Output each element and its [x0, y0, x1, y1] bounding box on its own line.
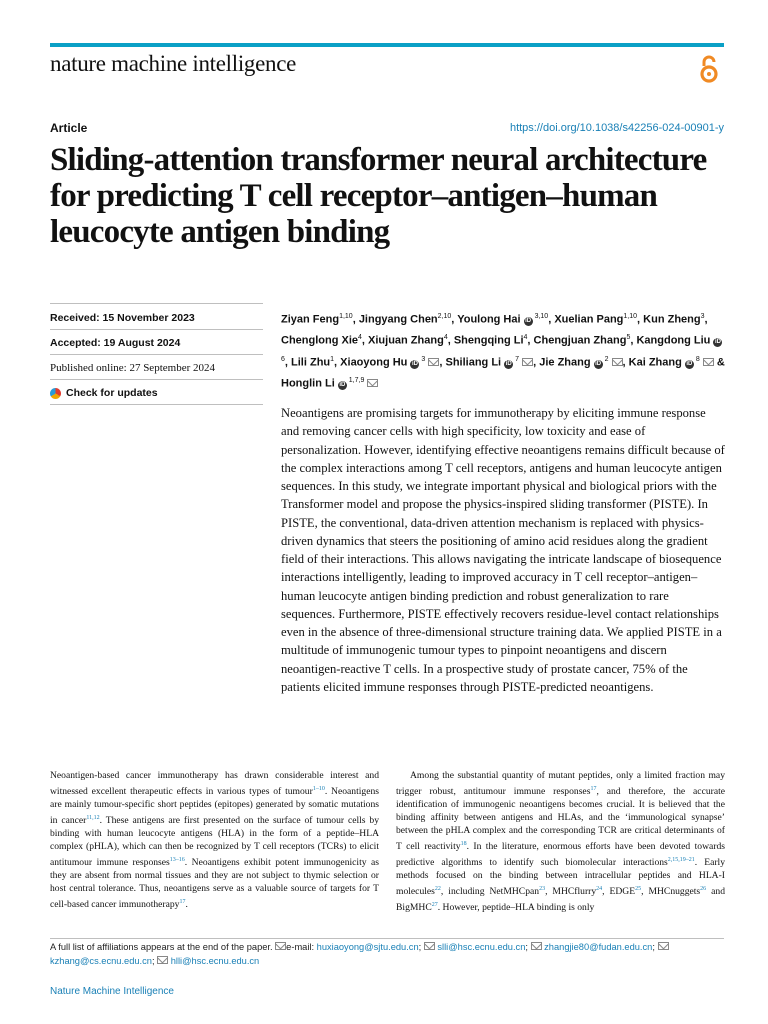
body-text: , including NetMHCpan — [440, 886, 540, 897]
check-updates-icon — [50, 388, 61, 399]
author-name: Ziyan Feng — [281, 313, 340, 326]
body-text: , MHCflurry — [545, 886, 597, 897]
body-text: . Neoantigens exhibit potent immunogenicity as they are absent from normal tissues and they are not subject to thymic selection or host central tolerance. Thus, neoantigens serve as a valuable source of targets for T cell-based cancer immunotherapy — [50, 857, 379, 910]
body-text: , MHCnuggets — [641, 886, 701, 897]
email-link[interactable]: kzhang@cs.ecnu.edu.cn — [50, 956, 152, 966]
citation-ref[interactable]: 22 — [434, 885, 441, 892]
author-name: Jie Zhang — [539, 356, 591, 369]
affiliation-sup: 5 — [626, 334, 631, 342]
check-updates-label: Check for updates — [66, 387, 158, 399]
affiliation-sup: 3 — [700, 313, 705, 320]
body-text: . — [185, 898, 188, 910]
affiliation-sup: 4 — [358, 334, 362, 342]
envelope-icon — [157, 956, 168, 964]
author-name: Jingyang Chen — [358, 313, 438, 326]
article-title: Sliding-attention transformer neural architecture for predicting T cell receptor–antigen–human leucocyte antigen binding — [50, 142, 707, 250]
citation-ref[interactable]: 23 — [539, 885, 546, 892]
orcid-icon[interactable]: iD — [595, 360, 602, 367]
affiliation-sup: 1,7,9 — [346, 377, 365, 385]
check-updates-button[interactable] — [50, 387, 158, 399]
author-name: Kai Zhang — [628, 356, 682, 369]
affiliation-sup: 1 — [330, 356, 335, 364]
citation-ref[interactable]: 24 — [596, 885, 603, 892]
author-name: Shengqing Li — [453, 334, 524, 347]
affiliation-sup: 4 — [523, 334, 528, 342]
author-name: Kangdong Liu — [636, 334, 711, 347]
envelope-icon[interactable] — [612, 358, 623, 366]
envelope-icon — [658, 942, 669, 950]
body-text: . However, peptide–HLA binding is only — [437, 902, 595, 914]
abstract: Neoantigens are promising targets for immunotherapy by eliciting immune response and removing cancer cells with high specificity, low toxicity and ease of personalization. However, identifying effective neoantigens remains difficult because of the complex interactions among T cell receptors, antigens and human leucocyte antigen sequences. In this study, we integrate important physical and biological priors with the Transformer model and propose the physics-inspired sliding transformer (PISTE). In PISTE, the conventional, data-driven attention mechanism is replaced with physics-driven dynamics that steers the positioning of amino acid residues along the gradient field of their interactions. This allows navigating the intricate landscape of biosequence interactions intelligently, leading to improved accuracy in T cell receptor–antigen–human leucocyte antigen binding prediction and robust generalization to rare sequences. Furthermore, PISTE effectively recovers residue-level contact relationships even in the absence of three-dimensional structure training data. We applied PISTE in a multitude of immunogenic tumour types to pinpoint neoantigens and discern neoantigen-reactive T cells. In a prospective study of prostate cancer, 75% of the patients elicited immune responses through PISTE-predicted neoantigens. — [281, 406, 725, 694]
affiliations-note: A full list of affiliations appears at the end of the paper. — [50, 942, 276, 952]
open-access-icon — [698, 54, 720, 84]
body-text: Neoantigen-based cancer immunotherapy has drawn considerable interest and witnessed excellent therapeutic effects in various types of tumour — [50, 770, 379, 798]
envelope-icon — [424, 942, 435, 950]
citation-ref[interactable]: 27 — [431, 901, 438, 908]
affiliation-sup: 6 — [281, 356, 285, 364]
citation-ref[interactable]: 25 — [635, 885, 642, 892]
body-text: . These antigens are first presented on the surface of tumour cells by binding with human leucocyte antigens (HLA) in the form of a peptide–HLA complex (pHLA), which can then be recognized by T cell receptors (TCRs) to elicit antitumour immune responses — [50, 815, 379, 868]
envelope-icon[interactable] — [428, 358, 439, 366]
affiliation-sup: 2,10 — [437, 313, 452, 320]
author-name: Xuelian Pang — [554, 313, 624, 326]
footer-journal-name: Nature Machine Intelligence — [50, 986, 174, 997]
email-label: e-mail: — [286, 942, 317, 952]
email-link[interactable]: slli@hsc.ecnu.edu.cn — [437, 942, 526, 952]
divider — [50, 404, 263, 405]
affiliation-sup: 3 — [419, 356, 426, 364]
divider — [50, 303, 263, 304]
author-name: Honglin Li — [281, 378, 335, 391]
affiliations-footnote: A full list of affiliations appears at the end of the paper. e-mail: huxiaoyong@sjtu.edu.cn; slli@hsc.ecnu.edu.cn; zhangjie80@fudan.edu.cn; kzhang@cs.ecnu.edu.cn; hlli@hsc.ecnu.edu.cn — [50, 940, 730, 968]
author-name: Youlong Hai — [457, 313, 521, 326]
citation-ref[interactable]: 13–16 — [169, 856, 185, 863]
affiliation-sup: 3,10 — [532, 313, 549, 320]
body-text: . In the literature, enormous efforts have been devoted towards predictive algorithms to identify such biomolecular interactions — [396, 840, 725, 868]
envelope-icon — [275, 942, 286, 950]
citation-ref[interactable]: 17 — [590, 785, 597, 792]
orcid-icon[interactable]: iD — [686, 360, 693, 367]
envelope-icon[interactable] — [522, 358, 533, 366]
email-link[interactable]: zhangjie80@fudan.edu.cn — [544, 942, 653, 952]
body-column-left — [50, 770, 379, 912]
header-rule — [50, 43, 724, 47]
envelope-icon — [531, 942, 542, 950]
email-link[interactable]: huxiaoyong@sjtu.edu.cn — [316, 942, 419, 952]
author-name: Chengjuan Zhang — [533, 334, 627, 347]
divider — [50, 329, 263, 330]
affiliation-sup: 8 — [693, 356, 700, 364]
orcid-icon[interactable]: iD — [411, 360, 418, 367]
citation-ref[interactable]: 17 — [179, 898, 186, 905]
author-list: Ziyan Feng$^{1,10}$, Jingyang Chen$^{2,10}$, Youlong Hai iD $^{3,10}$, Xuelian Pang$^{1,10}$, Kun Zheng$^3$, Chenglong Xie$^4$, Xiujuan Zhang$^4$, Shengqing Li$^4$, Chengjuan Zhang$^5$, Kangdong Liu iD $^6$, Lili Zhu$^1$, Xiaoyong Hu iD $^3$ , Shiliang Li iD $^7$ , Jie Zhang iD $^2$ , Kai Zhang iD $^8$ & Honglin Li iD $^{1,7,9}$ — [281, 313, 725, 391]
citation-ref[interactable]: 11,12 — [86, 814, 100, 821]
affiliation-sup: 1,10 — [623, 313, 638, 320]
orcid-icon[interactable]: iD — [714, 338, 721, 345]
author-name: Lili Zhu — [291, 356, 331, 369]
author-name: Chenglong Xie — [281, 334, 358, 347]
article-type: Article — [50, 121, 88, 135]
body-text: Among the substantial quantity of mutant peptides, only a limited fraction may trigger robust, antitumour immune responses — [396, 770, 725, 798]
author-name: Kun Zheng — [643, 313, 701, 326]
accepted-date: Accepted: 19 August 2024 — [50, 337, 181, 349]
orcid-icon[interactable]: iD — [505, 360, 512, 367]
body-text: . Neoantigens are mainly tumour-specific short peptides (epitopes) generated by somatic mutations in cancer — [50, 786, 379, 827]
published-date: Published online: 27 September 2024 — [50, 362, 215, 374]
received-date: Received: 15 November 2023 — [50, 312, 195, 324]
orcid-icon[interactable]: iD — [525, 317, 532, 324]
author-name: Shiliang Li — [445, 356, 502, 369]
footnote-rule — [50, 938, 724, 939]
citation-ref[interactable]: 26 — [700, 885, 707, 892]
affiliation-sup: 2 — [602, 356, 609, 364]
citation-ref[interactable]: 1–10 — [312, 785, 325, 792]
doi-link[interactable]: https://doi.org/10.1038/s42256-024-00901-y — [509, 122, 724, 134]
citation-ref[interactable]: 2,15,19–21 — [667, 856, 695, 863]
body-text: , EDGE — [602, 886, 636, 897]
author-name: Xiujuan Zhang — [368, 334, 444, 347]
affiliation-sup: 1,10 — [339, 313, 353, 320]
citation-ref[interactable]: 18 — [460, 840, 467, 847]
divider — [50, 354, 263, 355]
body-text: and BigMHC — [396, 886, 725, 914]
body-text: , and therefore, the accurate identification of immunogenic neoantigens becomes crucial. It is believed that the binding affinity between antigens and HLAs, and the ‘immunological synapse’ between the pHLA complex and the corresponding TCR are critical determinants of T cell reactivity — [396, 786, 725, 852]
body-text: . Early methods focused on the binding between intracellular peptides and HLA-I molecules — [396, 857, 725, 897]
journal-name: nature machine intelligence — [50, 51, 297, 76]
envelope-icon[interactable] — [367, 379, 378, 387]
divider — [50, 379, 263, 380]
affiliation-sup: 4 — [443, 334, 448, 342]
body-column-right — [396, 770, 725, 915]
author-name: Xiaoyong Hu — [340, 356, 408, 369]
envelope-icon[interactable] — [703, 358, 714, 366]
email-link[interactable]: hlli@hsc.ecnu.edu.cn — [170, 956, 260, 966]
orcid-icon[interactable]: iD — [339, 382, 346, 389]
affiliation-sup: 7 — [513, 356, 520, 364]
